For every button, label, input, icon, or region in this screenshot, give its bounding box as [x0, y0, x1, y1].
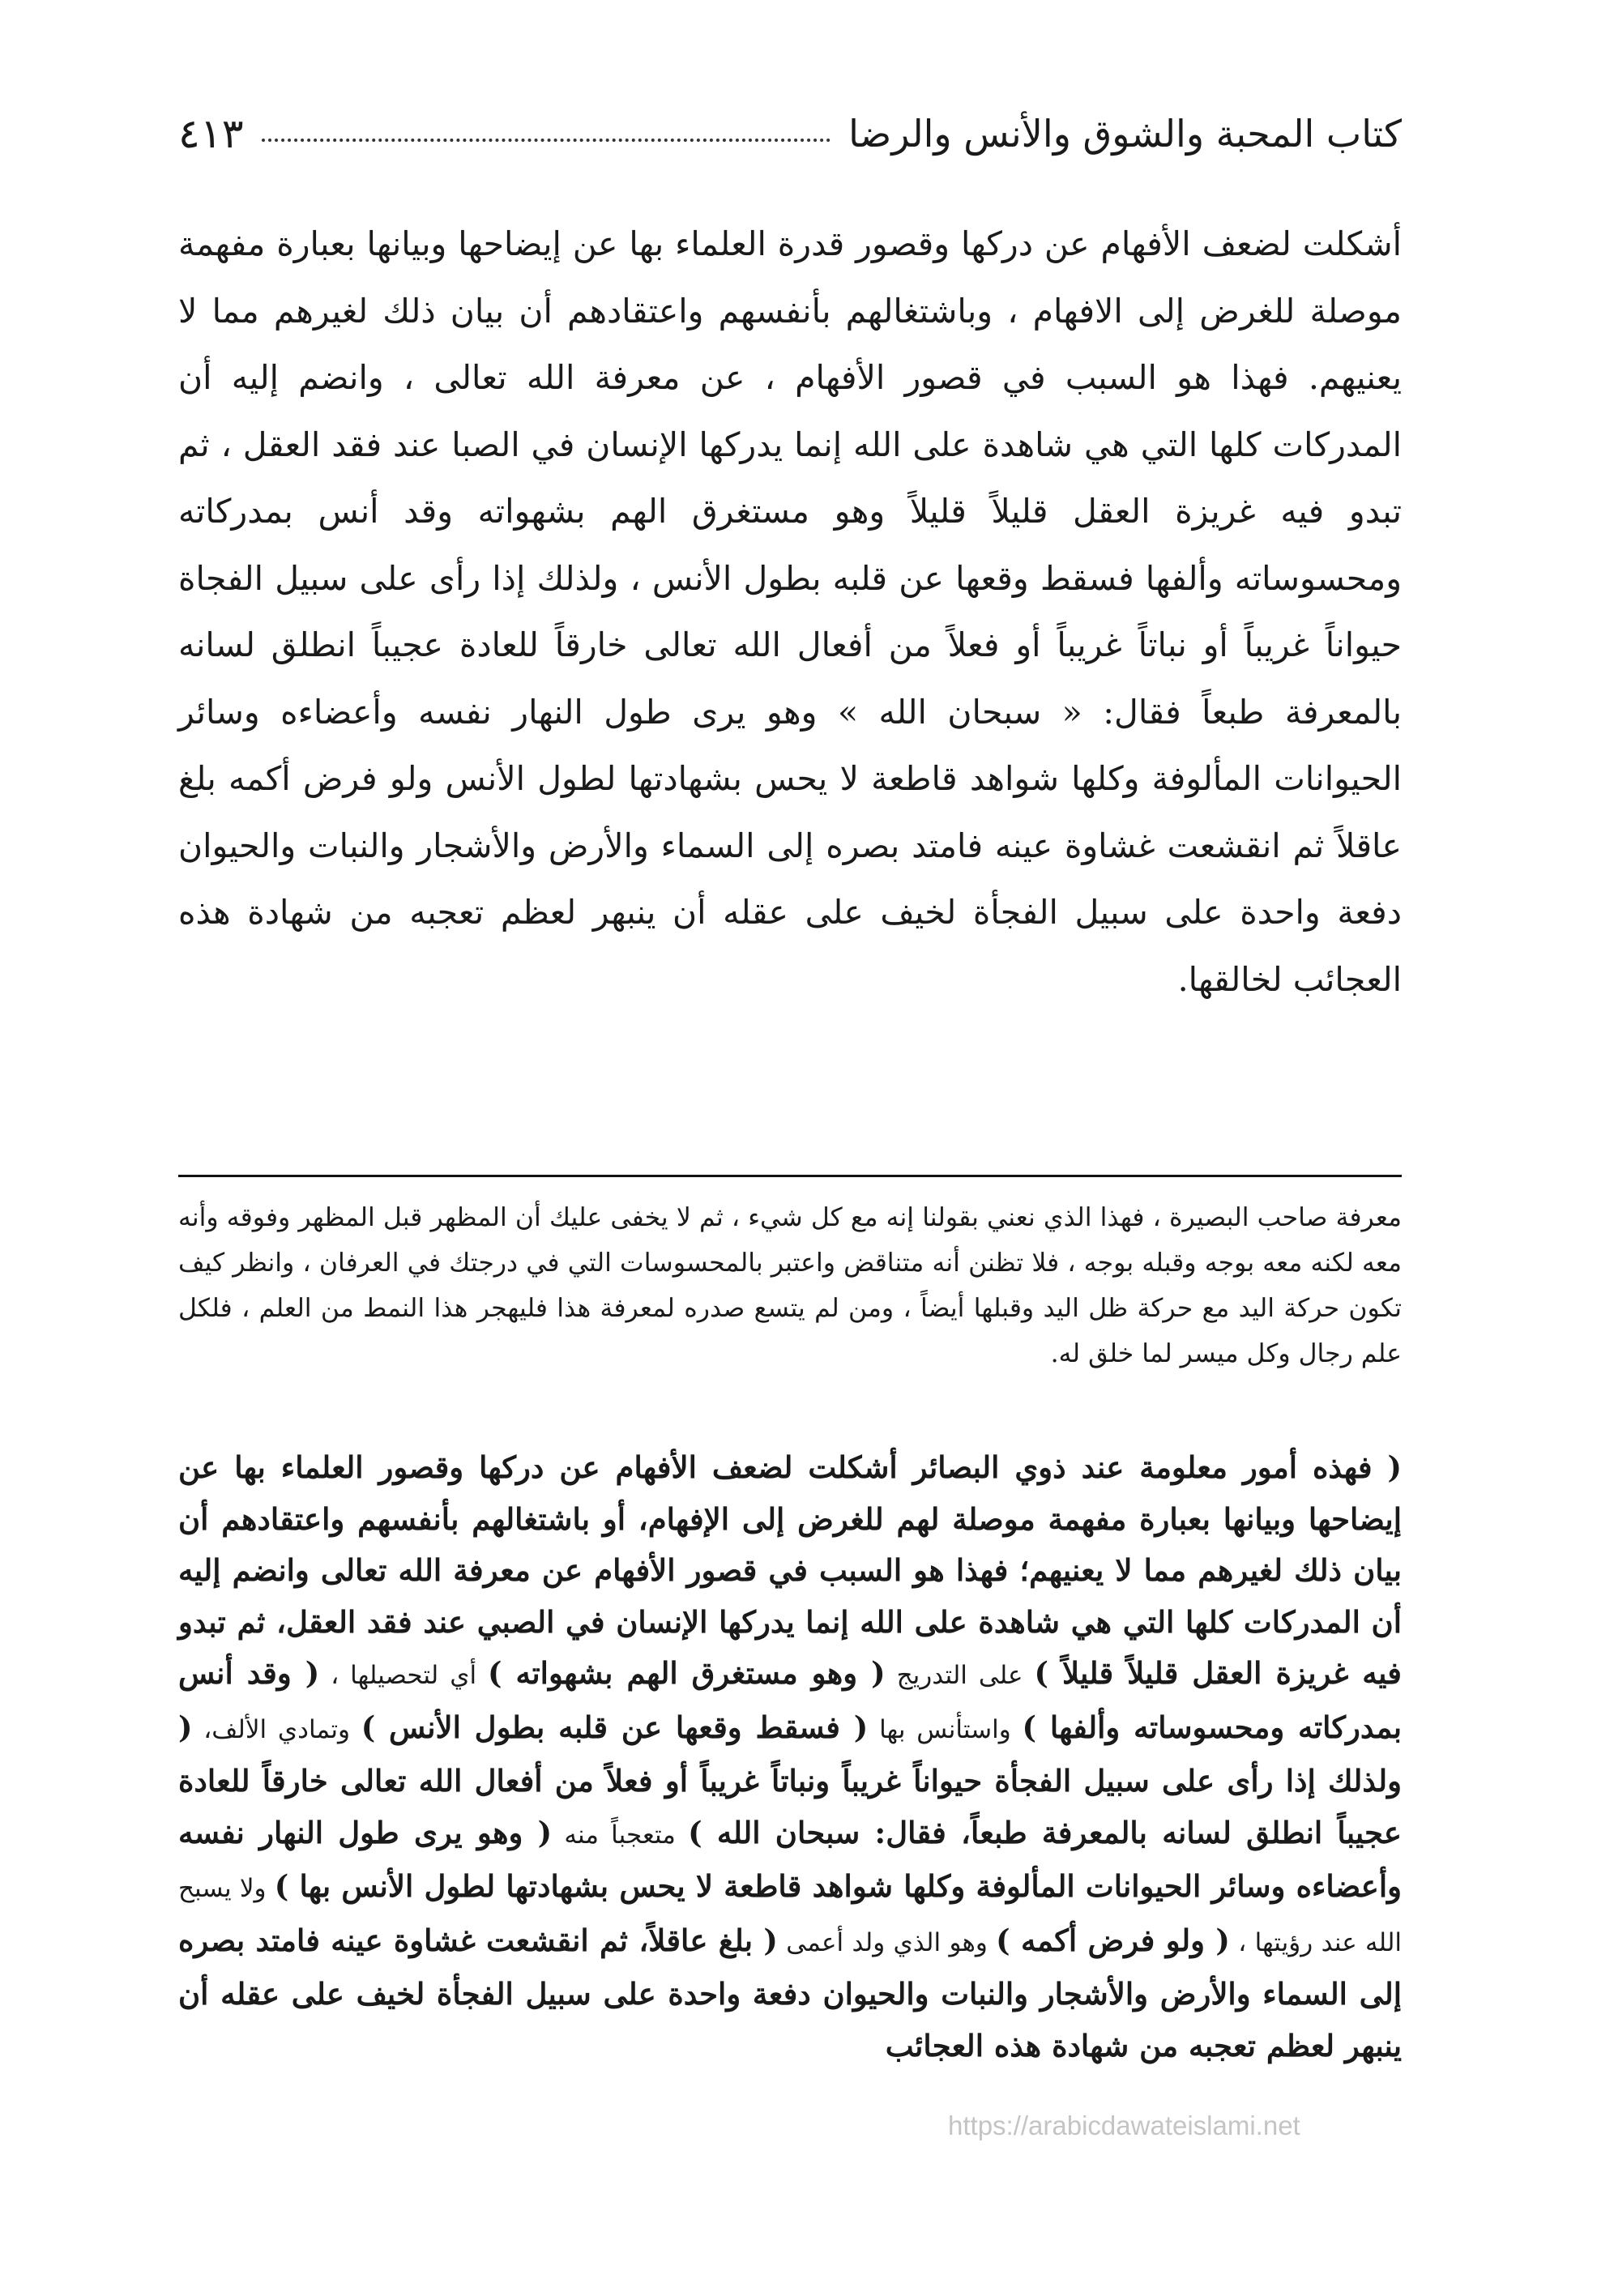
matn-segment: ( فهذه أمور معلومة عند ذوي البصائر أشكلت لضعف الأفهام عن دركها وقصور العلماء بها عن إيضاحها وبيانها بعبارة مفهمة موصلة لهم للغرض إلى الإفهام، أو باشتغالهم بأنفسهم واعتقادهم أن بيان ذلك لغيرهم مما لا يعنيهم؛ فهذا هو السبب في قصور الأفهام عن معرفة الله تعالى وانضم إليه أن المدركات كلها التي هي شاهدة على الله إنما يدركها الإنسان في الصبي عند فقد العقل، ثم تبدو فيه غريزة العقل قليلاً قليلاً ) [178, 1449, 1402, 1691]
sharh-segment: أي لتحصيلها ، [319, 1661, 489, 1690]
sharh-segment: واستأنس بها [868, 1714, 1023, 1744]
matn-segment: ( وهو مستغرق الهم بشهواته ) [488, 1655, 886, 1691]
separator-rule [178, 1175, 1402, 1177]
page-number: ٤١٣ [178, 110, 244, 157]
sharh-segment: وتمادي الألف، [192, 1714, 361, 1744]
main-text-block [178, 211, 1402, 1013]
matn-segment: ( بلغ عاقلاً، ثم انقشعت غشاوة عينه فامتد بصره إلى السماء والأرض والأشجار والنبات والحيوان دفعة واحدة على سبيل الفجأة لخيف على عقله أن ينبهر لعظم تعجبه من شهادة هذه العجائب [178, 1922, 1402, 2063]
matn-segment: ( وهو يرى طول النهار نفسه وأعضاءه وسائر الحيوانات المألوفة وكلها شواهد قاطعة لا يحس بشهادتها لطول الأنس بها ) [178, 1814, 1402, 1904]
sharh-segment: متعجباً منه [552, 1820, 689, 1850]
footnote-note [178, 1195, 1402, 1376]
chapter-title: كتاب المحبة والشوق والأنس والرضا [848, 112, 1402, 156]
book-page [178, 97, 1402, 2220]
matn-segment: ( ولو فرض أكمه ) [996, 1922, 1230, 1958]
sharh-segment: وهو الذي ولد أعمى [777, 1927, 997, 1957]
main-paragraph: أشكلت لضعف الأفهام عن دركها وقصور قدرة العلماء بها عن إيضاحها وبيانها بعبارة مفهمة موصلة للغرض إلى الافهام ، وباشتغالهم بأنفسهم واعتقادهم أن بيان ذلك لغيرهم مما لا يعنيهم. فهذا هو السبب في قصور الأفهام ، عن معرفة الله تعالى ، وانضم إليه أن المدركات كلها التي هي شاهدة على الله إنما يدركها الإنسان في الصبا عند فقد العقل ، ثم تبدو فيه غريزة العقل قليلاً قليلاً وهو مستغرق الهم بشهواته وقد أنس بمدركاته ومحسوساته وألفها فسقط وقعها عن قلبه بطول الأنس ، ولذلك إذا رأى على سبيل الفجاة حيواناً غريباً أو نباتاً غريباً أو فعلاً من أفعال الله تعالى خارقاً للعادة عجيباً انطلق لسانه بالمعرفة طبعاً فقال: « سبحان الله » وهو يرى طول النهار نفسه وأعضاءه وسائر الحيوانات المألوفة وكلها شواهد قاطعة لا يحس بشهادتها لطول الأنس ولو فرض أكمه بلغ عاقلاً ثم انقشعت غشاوة عينه فامتد بصره إلى السماء والأرض والأشجار والنبات والحيوان دفعة واحدة على سبيل الفجأة لخيف على عقله أن ينبهر لعظم تعجبه من شهادة هذه العجائب لخالقها. [178, 224, 1402, 999]
commentary-paragraph [178, 1442, 1402, 2072]
matn-segment: ( ولذلك إذا رأى على سبيل الفجأة حيواناً غريباً ونباتاً غريباً أو فعلاً من أفعال الله تعالى خارقاً للعادة عجيباً انطلق لسانه بالمعرفة طبعاً، فقال: سبحان الله ) [178, 1709, 1402, 1850]
commentary-block [178, 1442, 1402, 2072]
matn-segment: ( فسقط وقعها عن قلبه بطول الأنس ) [361, 1709, 869, 1745]
sharh-segment: ولا يسبح الله عند رؤيتها ، [178, 1874, 1402, 1957]
running-header [178, 97, 1402, 170]
footnote-paragraph: معرفة صاحب البصيرة ، فهذا الذي نعني بقولنا إنه مع كل شيء ، ثم لا يخفى عليك أن المظهر قبل المظهر وفوقه وأنه معه لكنه معه بوجه وقبله بوجه ، فلا تظنن أنه متناقض واعتبر بالمحسوسات التي في درجتك في العرفان ، وانظر كيف تكون حركة اليد مع حركة ظل اليد وقبلها أيضاً ، ومن لم يتسع صدره لمعرفة هذا فليهجر هذا النمط من العلم ، فلكل علم رجال وكل ميسر لما خلق له. [178, 1203, 1402, 1368]
leader-dots [262, 139, 831, 142]
sharh-segment: على التدريج [885, 1661, 1035, 1690]
watermark-url: https://arabicdawateislami.net [948, 2110, 1300, 2140]
matn-segment: ( وقد أنس بمدركاته ومحسوساته وألفها ) [178, 1655, 1403, 1745]
